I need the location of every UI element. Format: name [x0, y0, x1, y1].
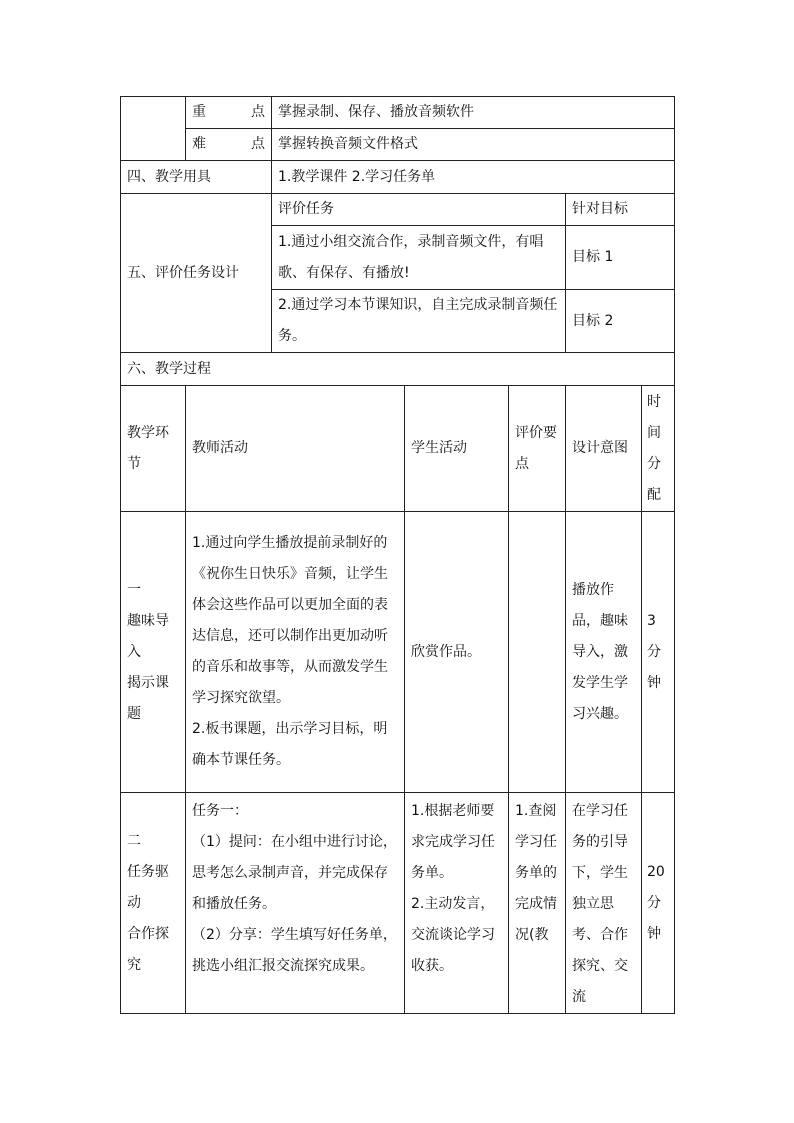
stage2-eval: 1.查阅学习任务单的完成情况(教 [509, 793, 566, 1014]
stage2-student: 1.根据老师要求完成学习任务单。 2.主动发言，交流谈论学习收获。 [405, 793, 509, 1014]
stage2-stage: 二 任务驱动 合作探究 [121, 793, 186, 1014]
process-title: 六、教学过程 [121, 353, 675, 386]
stage2-teacher: 任务一： （1）提问：在小组中进行讨论，思考怎么录制声音，并完成保存和播放任务。 （2）分享：学生填写好任务单，挑选小组汇报交流探究成果。 [186, 793, 405, 1014]
header-teacher: 教师活动 [186, 386, 405, 512]
difficulty-value: 掌握转换音频文件格式 [272, 129, 675, 161]
evaluation-label: 五、评价任务设计 [121, 194, 272, 353]
evaluation-target-1: 目标 1 [566, 226, 675, 290]
header-stage: 教学环节 [121, 386, 186, 512]
blank-cell [121, 97, 186, 161]
stage1-student: 欣赏作品。 [405, 512, 509, 793]
key-point-value: 掌握录制、保存、播放音频软件 [272, 97, 675, 129]
header-eval: 评价要点 [509, 386, 566, 512]
header-student: 学生活动 [405, 386, 509, 512]
stage1-time: 3分钟 [642, 512, 675, 793]
tools-value: 1.教学课件 2.学习任务单 [272, 161, 675, 194]
stage2-design: 在学习任务的引导下，学生独立思考、合作探究、交流 [566, 793, 642, 1014]
difficulty-label: 难 点 [186, 129, 272, 161]
evaluation-target-2: 目标 2 [566, 290, 675, 353]
stage1-design: 播放作品，趣味导入，激发学生学习兴趣。 [566, 512, 642, 793]
stage2-time: 20分钟 [642, 793, 675, 1014]
header-design: 设计意图 [566, 386, 642, 512]
header-time: 时间分配 [642, 386, 675, 512]
key-point-label: 重 点 [186, 97, 272, 129]
evaluation-task-2: 2.通过学习本节课知识，自主完成录制音频任务。 [272, 290, 566, 353]
tools-label: 四、教学用具 [121, 161, 272, 194]
evaluation-task-1: 1.通过小组交流合作，录制音频文件，有唱歌、有保存、有播放! [272, 226, 566, 290]
lesson-plan-table [120, 96, 675, 1014]
stage1-teacher: 1.通过向学生播放提前录制好的《祝你生日快乐》音频，让学生体会这些作品可以更加全面的表达信息，还可以制作出更加动听的音乐和故事等，从而激发学生学习探究欲望。 2.板书课题，出示学习目标，明确本节课任务。 [186, 512, 405, 793]
evaluation-target-header: 针对目标 [566, 194, 675, 226]
stage1-stage: 一 趣味导入 揭示课题 [121, 512, 186, 793]
stage1-eval [509, 512, 566, 793]
evaluation-task-header: 评价任务 [272, 194, 566, 226]
